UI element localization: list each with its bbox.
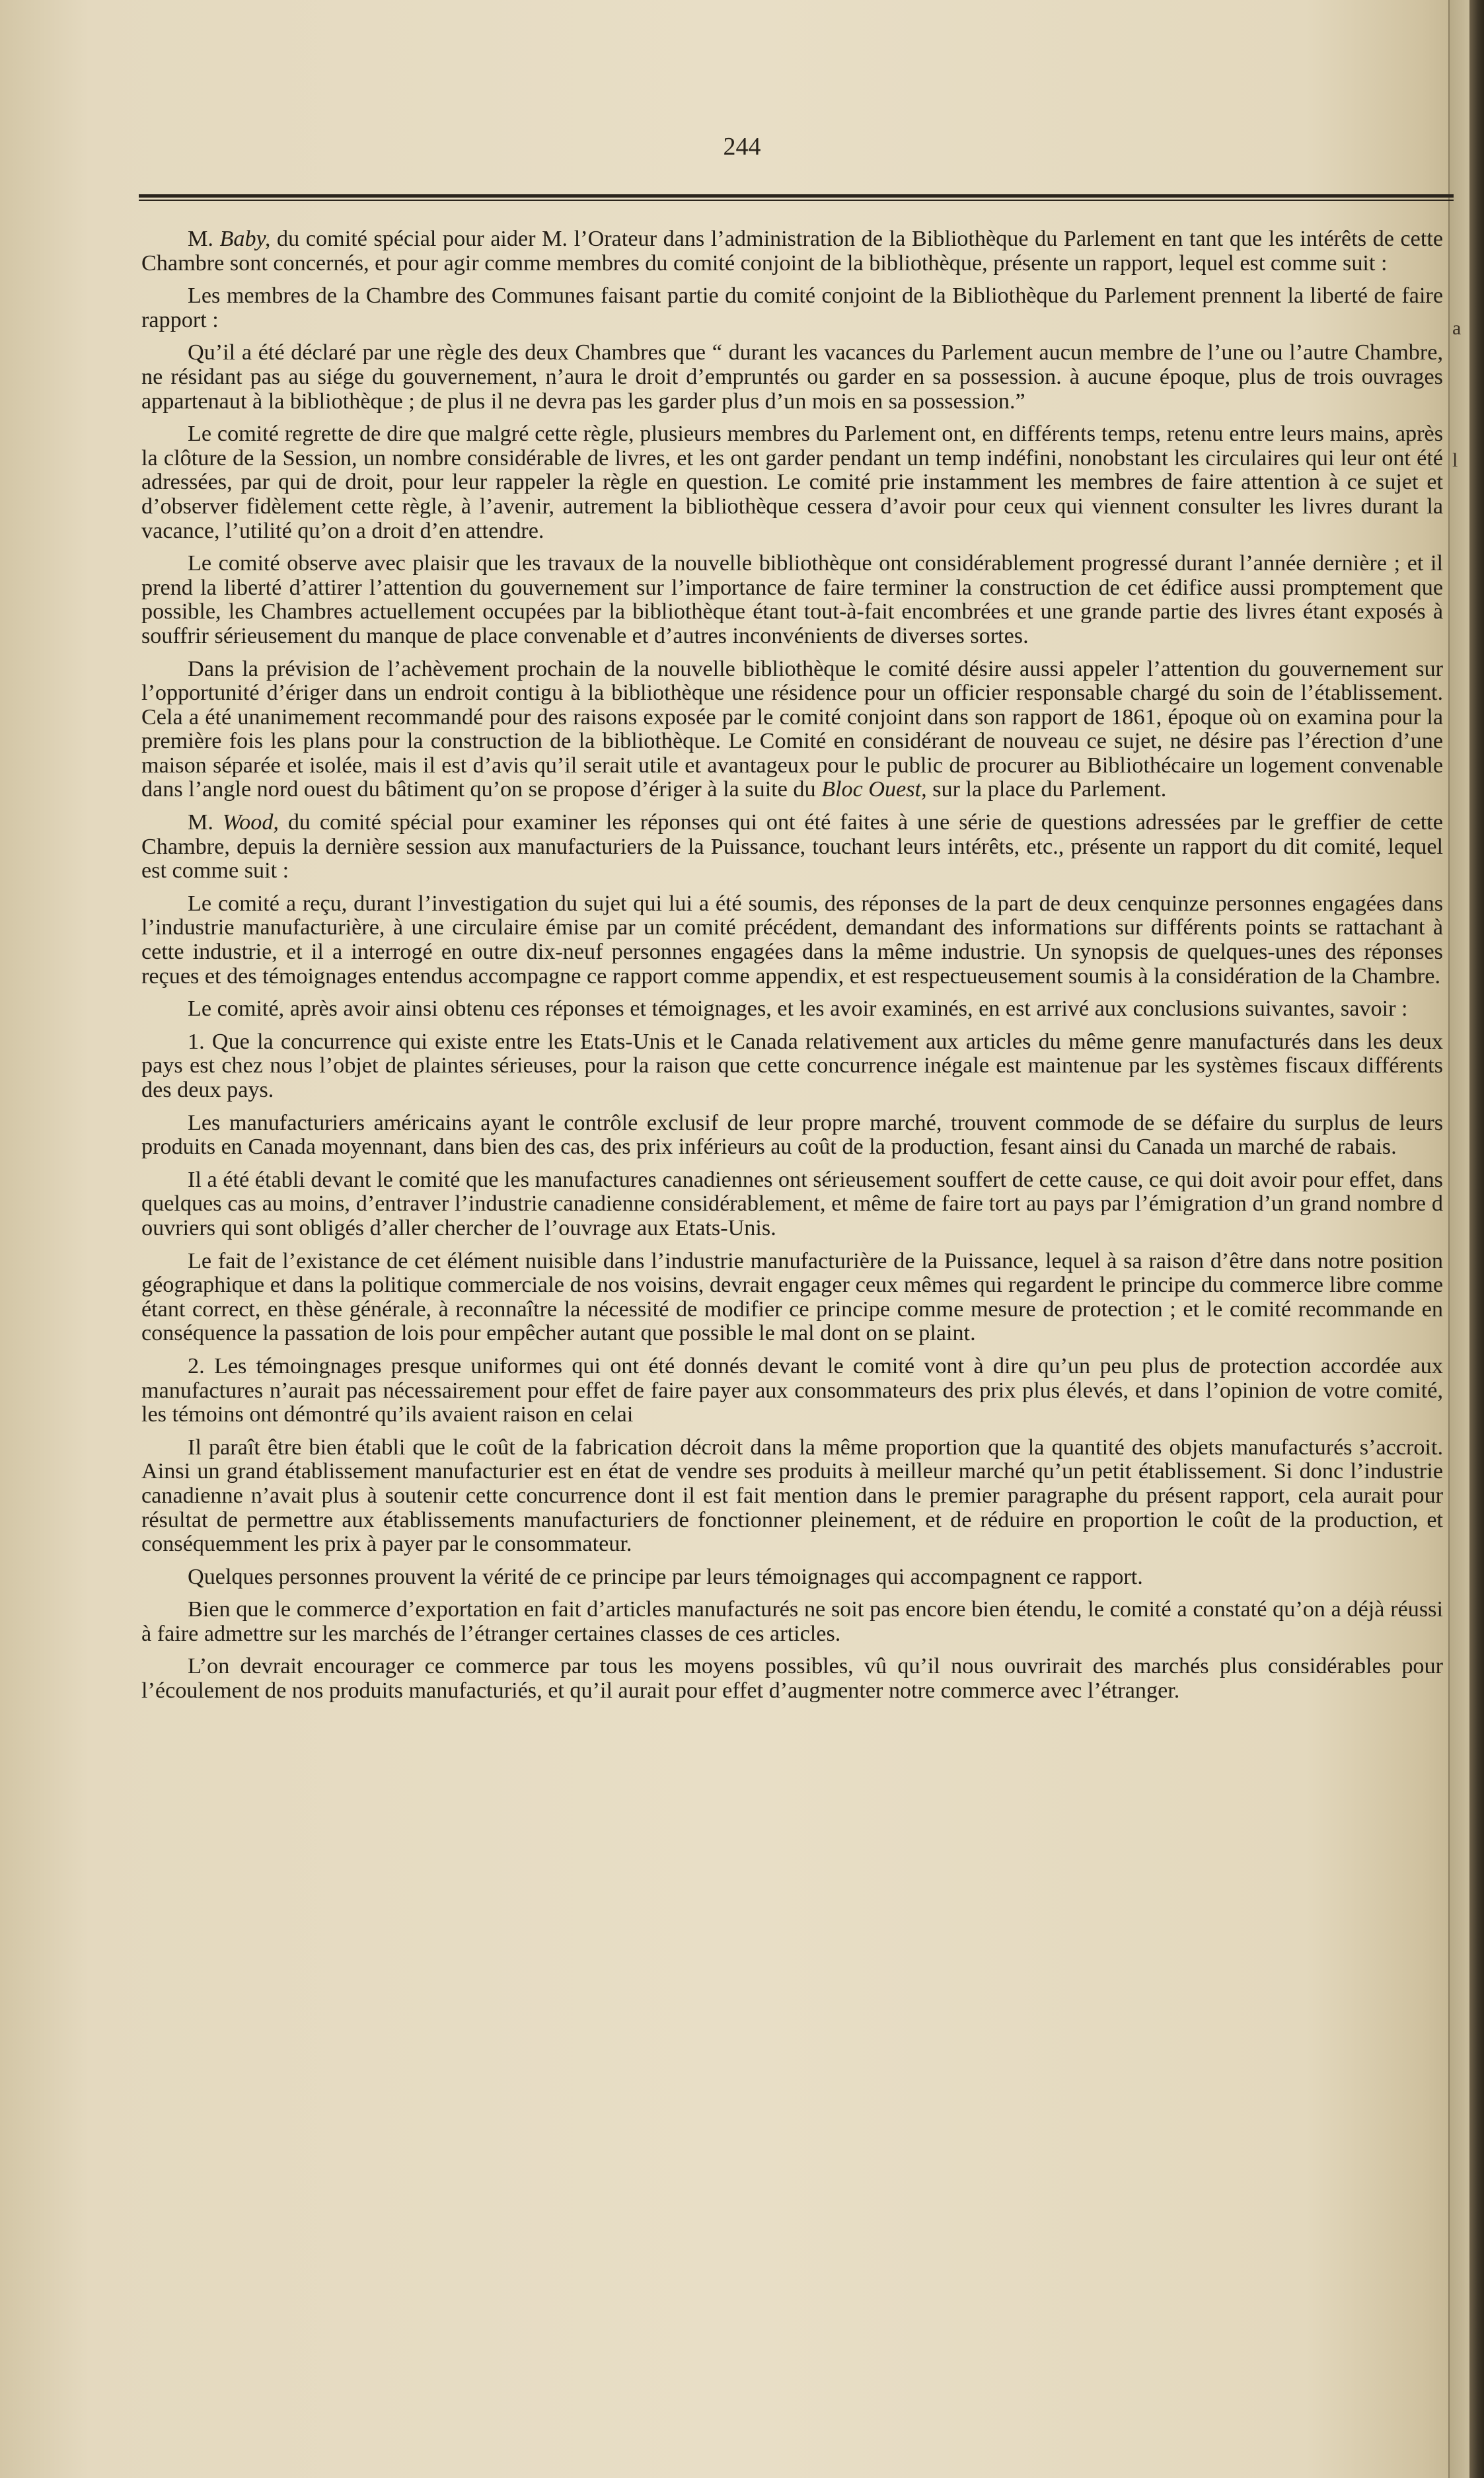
- paragraph-text: Qu’il a été déclaré par une règle des deux Chambres que “ durant les vacances du Parlement aucun membre de l’une ou l’autre Chambre, ne résidant pas au siége du gouvernement, n’aura le droit d’empruntés ou garder en sa possession. à aucune époque, plus de trois ouvrages appartenaut à la bibliothèque ; de plus il ne devra pas les garder plus d’un mois en sa possession.”: [141, 340, 1443, 414]
- paragraph-text: Le comité observe avec plaisir que les travaux de la nouvelle bibliothèque ont considérablement progressé durant l’année dernière ; et il prend la liberté d’attirer l’attention du gouvernement sur l’importance de faire terminer la construction de cet édifice aussi promptement que possible, les Chambres actuellement occupées par la bibliothèque étant tout-à-fait encombrées et une grande partie des livres étant exposés à souffrir sérieusement du manque de place convenable et d’autres inconvénients de diverses sortes.: [141, 551, 1443, 648]
- paragraph-p2: [141, 341, 1443, 414]
- header-rule: [139, 193, 1454, 202]
- paragraph-text: Le comité a reçu, durant l’investigation du sujet qui lui a été soumis, des réponses de la part de deux cenquinze personnes engagées dans l’industrie manufacturière, à une circulaire émise par un comité précédent, demandant des informations sur différents points se rattachant à cette industrie, et il a interrogé en outre dix-neuf personnes engagées dans la même industrie. Un synopsis de quelques-unes des réponses reçues et des témoignages entendus accompagne ce rapport comme appendix, et est respectueusement soumis à la considération de la Chambre.: [141, 891, 1443, 989]
- paragraph-text: Le comité, après avoir ainsi obtenu ces réponses et témoignages, et les avoir examinés, en est arrivé aux conclusions suivantes, savoir :: [188, 996, 1408, 1022]
- adjacent-page-fragment: l: [1452, 449, 1458, 471]
- paragraph-p14: [141, 1565, 1443, 1590]
- paragraph-p16: [141, 1655, 1443, 1703]
- paragraph-text: Quelques personnes prouvent la vérité de ce principe par leurs témoignages qui accompagnent ce rapport.: [188, 1564, 1143, 1589]
- paragraph-text: Bloc Ouest,: [821, 777, 927, 802]
- paragraph-p1: [141, 284, 1443, 332]
- paragraph-p6: [141, 892, 1443, 989]
- paragraph-text: Wood,: [222, 810, 279, 835]
- paragraph-text: Le comité regrette de dire que malgré cette règle, plusieurs membres du Parlement ont, en différents temps, retenu entre leurs mains, après la clôture de la Session, un nombre considérable de livres, et les ont garder pendant un temp indéfini, nonobstant les circulaires qui leur ont été adressées, par qui de droit, pour leur rappeler la règle en question. Le comité prie instamment les membres de faire attention à ce sujet et d’observer fidèlement cette règle, à l’avenir, autrement la bibliothèque cessera d’avoir pour ceux qui viennent consulter les livres durant la vacance, l’utilité qu’on a droit d’en attendre.: [141, 422, 1443, 543]
- paragraph-p15: [141, 1598, 1443, 1646]
- paragraph-p5: [141, 657, 1443, 803]
- paragraph-text: M.: [188, 810, 223, 835]
- paragraph-text: M.: [188, 227, 220, 251]
- paragraph-text: Baby,: [219, 227, 271, 251]
- paragraph-text: du comité spécial pour examiner les réponses qui ont été faites à une série de questions adressées par le greffier de cette Chambre, depuis la dernière session aux manufacturiers de la Puissance, touchant leurs intérêts, etc., présente un rapport du dit comité, lequel est comme suit :: [141, 810, 1443, 883]
- adjacent-page-edge: [1448, 0, 1469, 2478]
- paragraph-text: sur la place du Parlement.: [926, 777, 1167, 802]
- body-text: [141, 227, 1443, 1712]
- paragraph-p7: [141, 997, 1443, 1022]
- paragraph-p11: [141, 1250, 1443, 1346]
- paragraph-text: 1. Que la concurrence qui existe entre les Etats-Unis et le Canada relativement aux articles du même genre manufacturés dans les deux pays est chez nous l’objet de plaintes sérieuses, pour la raison que cette concurrence inégale est maintenue par les systèmes fiscaux différents des deux pays.: [141, 1029, 1443, 1102]
- paragraph-text: Bien que le commerce d’exportation en fait d’articles manufacturés ne soit pas encore bien étendu, le comité a constaté qu’on a déjà réussi à faire admettre sur les marchés de l’étranger certaines classes de ces articles.: [141, 1597, 1443, 1646]
- paragraph-wood-intro: [141, 811, 1443, 883]
- paragraph-p8: [141, 1030, 1443, 1103]
- paragraph-text: du comité spécial pour aider M. l’Orateur dans l’administration de la Bibliothèque du Parlement en tant que les intérêts de cette Chambre sont concernés, et pour agir comme membres du comité conjoint de la bibliothèque, présente un rapport, lequel est comme suit :: [141, 227, 1443, 276]
- paragraph-text: 2. Les témoingnages presque uniformes qui ont été donnés devant le comité vont à dire qu’un peu plus de protection accordée aux manufactures n’aurait pas nécessairement pour effet de faire payer aux consommateurs des prix plus élevés, et dans l’opinion de votre comité, les témoins ont démontré qu’ils avaient raison en celai: [141, 1353, 1443, 1427]
- page-number: 244: [723, 133, 761, 161]
- paragraph-p3: [141, 422, 1443, 543]
- paragraph-text: Le fait de l’existance de cet élément nuisible dans l’industrie manufacturière de la Puissance, lequel à sa raison d’être dans notre position géographique et dans la politique commerciale de nos voisins, devrait engager ceux mêmes qui regardent le principe du commerce libre comme étant correct, en thèse générale, à reconnaître la nécessité de modifier ce principe comme mesure de protection ; et le comité recommande en conséquence la passation de lois pour empêcher autant que possible le mal dont on se plaint.: [141, 1248, 1443, 1346]
- paragraph-p13: [141, 1436, 1443, 1557]
- paragraph-text: Les manufacturiers américains ayant le contrôle exclusif de leur propre marché, trouvent commode de se défaire du surplus de leurs produits en Canada moyennant, dans bien des cas, des prix inférieurs au coût de la production, fesant ainsi du Canada un marché de rabais.: [141, 1110, 1443, 1160]
- paragraph-p12: [141, 1355, 1443, 1427]
- adjacent-page-fragment: a: [1452, 317, 1462, 339]
- paragraph-text: Il paraît être bien établi que le coût de la fabrication décroit dans la même proportion que la quantité des objets manufacturés s’accroit. Ainsi un grand établissement manufacturier est en état de vendre ses produits à meilleur marché qu’un petit établissement. Si donc l’industrie canadienne n’avait plus à soutenir cette concurrence dont il est fait mention dans le premier paragraphe du présent rapport, cela aurait pour résultat de permettre aux établissements manufacturiers de fonctionner pleinement, et de réduire en proportion le coût de la production, et conséquemment les prix à payer par le consommateur.: [141, 1435, 1443, 1557]
- paragraph-baby-intro: [141, 227, 1443, 276]
- paragraph-text: Dans la prévision de l’achèvement prochain de la nouvelle bibliothèque le comité désire aussi appeler l’attention du gouvernement sur l’opportunité d’ériger dans un endroit contigu à la bibliothèque une résidence pour un officier responsable chargé du soin de l’établissement. Cela a été unanimement recommandé pour des raisons exposée par le comité conjoint dans son rapport de 1861, époque où on examina pour la première fois les plans pour la construction de la bibliothèque. Le Comité en considérant de nouveau ce sujet, ne désire pas l’érection d’une maison séparée et isolée, mais il est d’avis qu’il serait utile et avantageux pour le public de procurer au Bibliothécaire un logement convenable dans l’angle nord ouest du bâtiment qu’on se propose d’ériger à la suite du: [141, 656, 1443, 802]
- paragraph-p9: [141, 1111, 1443, 1160]
- binding-shadow: [1469, 0, 1484, 2478]
- paragraph-p10: [141, 1168, 1443, 1241]
- paragraph-p4: [141, 552, 1443, 648]
- paragraph-text: L’on devrait encourager ce commerce par tous les moyens possibles, vû qu’il nous ouvrirait des marchés plus considérables pour l’écoulement de nos produits manufacturiés, et qu’il aurait pour effet d’augmenter notre commerce avec l’étranger.: [141, 1654, 1443, 1704]
- paragraph-text: Il a été établi devant le comité que les manufactures canadiennes ont sérieusement souffert de cette cause, ce qui doit avoir pour effet, dans quelques cas au moins, d’entraver l’industrie canadienne considérablement, et même de faire tort au pays par l’émigration d’un grand nombre d ouvriers qui sont obligés d’aller chercher de l’ouvrage aux Etats-Unis.: [141, 1167, 1443, 1240]
- paragraph-text: Les membres de la Chambre des Communes faisant partie du comité conjoint de la Bibliothèque du Parlement prennent la liberté de faire rapport :: [141, 283, 1443, 332]
